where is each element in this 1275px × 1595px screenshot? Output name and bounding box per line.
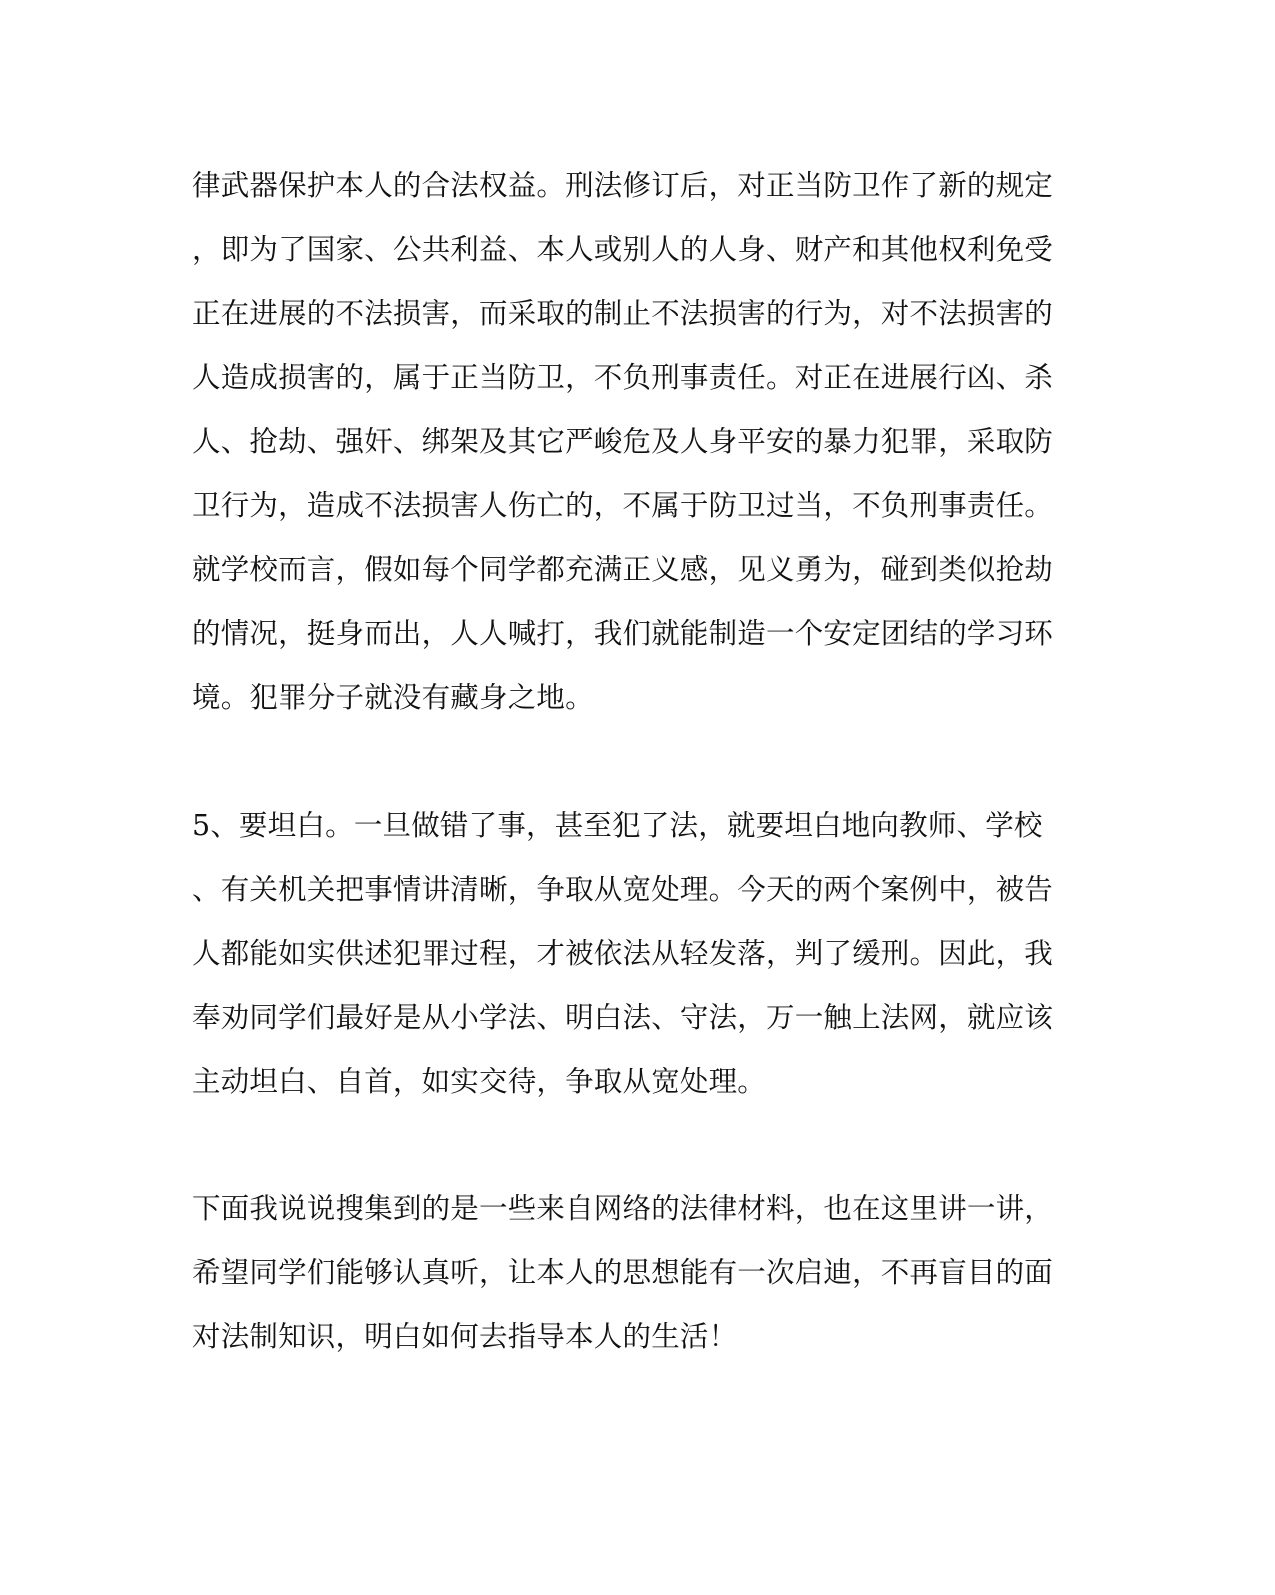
text-line: 卫行为，造成不法损害人伤亡的，不属于防卫过当，不负刑事责任。 xyxy=(192,489,1054,522)
text-line: 希望同学们能够认真听，让本人的思想能有一次启迪，不再盲目的面 xyxy=(192,1256,1054,1289)
text-line: 奉劝同学们最好是从小学法、明白法、守法，万一触上法网，就应该 xyxy=(192,1001,1054,1034)
text-line: 对法制知识，明白如何去指导本人的生活！ xyxy=(192,1320,738,1353)
text-line: 境。犯罪分子就没有藏身之地。 xyxy=(192,681,594,714)
text-line: 5、要坦白。一旦做错了事，甚至犯了法，就要坦白地向教师、学校 xyxy=(192,809,1043,842)
text-line: 人、抢劫、强奸、绑架及其它严峻危及人身平安的暴力犯罪，采取防 xyxy=(192,425,1054,458)
text-line: 人都能如实供述犯罪过程，才被依法从轻发落，判了缓刑。因此，我 xyxy=(192,937,1054,970)
text-line: 的情况，挺身而出，人人喊打，我们就能制造一个安定团结的学习环 xyxy=(192,617,1054,650)
text-line: 律武器保护本人的合法权益。刑法修订后，对正当防卫作了新的规定 xyxy=(192,169,1054,202)
paragraph-confession xyxy=(192,794,1062,1114)
text-line: 正在进展的不法损害，而采取的制止不法损害的行为，对不法损害的 xyxy=(192,297,1054,330)
text-line: 就学校而言，假如每个同学都充满正义感，见义勇为，碰到类似抢劫 xyxy=(192,553,1054,586)
text-line: ，即为了国家、公共利益、本人或别人的人身、财产和其他权利免受 xyxy=(192,233,1054,266)
text-line: 下面我说说搜集到的是一些来自网络的法律材料，也在这里讲一讲， xyxy=(192,1192,1054,1225)
paragraph-legal-materials xyxy=(192,1177,1062,1369)
text-line: 主动坦白、自首，如实交待，争取从宽处理。 xyxy=(192,1065,767,1098)
paragraph-self-defense xyxy=(192,154,1062,730)
text-line: 人造成损害的，属于正当防卫，不负刑事责任。对正在进展行凶、杀 xyxy=(192,361,1054,394)
text-line: 、有关机关把事情讲清晰，争取从宽处理。今天的两个案例中，被告 xyxy=(192,873,1054,906)
